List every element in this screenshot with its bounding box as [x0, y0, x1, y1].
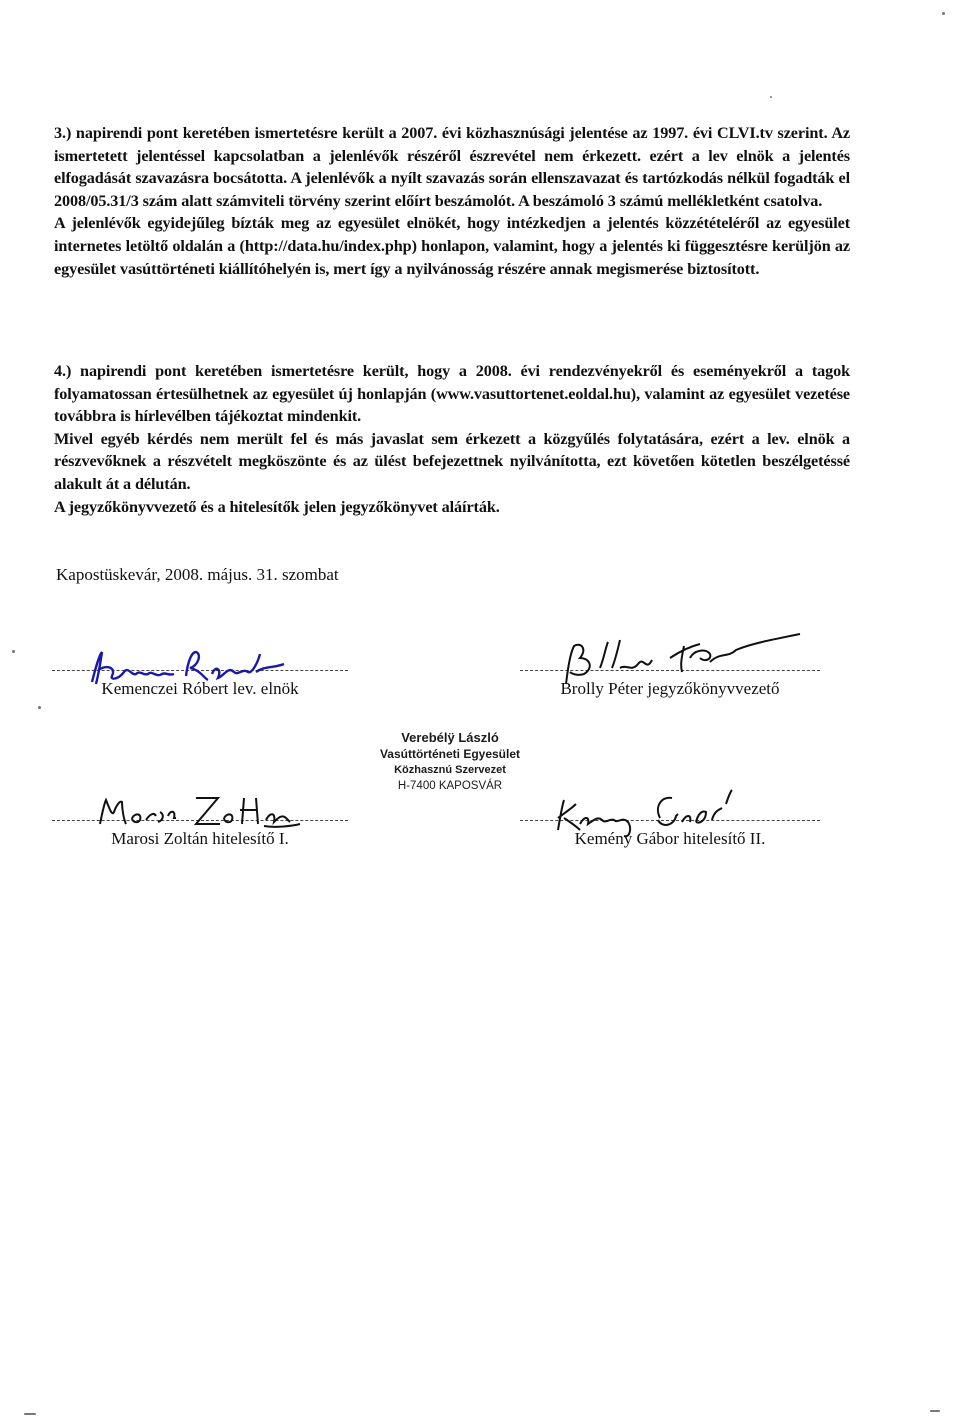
agenda-item-4: [54, 360, 850, 518]
paragraph-4-signed: A jegyzőkönyvvezető és a hitelesítők jelen jegyzőkönyvet aláírták.: [54, 497, 500, 516]
handwritten-signature-kemeny: [550, 784, 750, 840]
organization-stamp: [345, 730, 555, 794]
paragraph-4-main: 4.) napirendi pont keretében ismertetésre került, hogy a 2008. évi rendezvényekről és eseményekről a tagok folyamatossan értesülhetnek az egyesület új honlapján (www.vasuttortenet.eoldal.hu), valamint az egyesület vezetése továbbra is hírlevélben tájékoztat mindenkit.: [54, 362, 850, 426]
agenda-item-3: [54, 122, 850, 280]
handwritten-signature-kemenczei: [88, 646, 288, 690]
signatory-name: Kemény Gábor hitelesítő II.: [574, 829, 766, 848]
stamp-line-4: H-7400 KAPOSVÁR: [397, 780, 503, 792]
signatory-name: Brolly Péter jegyzőkönyvvezető: [560, 679, 780, 698]
signature-block-validator-2: [520, 820, 820, 849]
handwritten-signature-brolly: [560, 628, 810, 688]
signature-block-validator-1: [52, 820, 348, 849]
scan-speck: [770, 96, 772, 98]
stamp-line-1: Verebélÿ László: [401, 730, 499, 745]
scan-speck: [38, 706, 41, 709]
signature-block-chairman: [52, 670, 348, 699]
handwritten-signature-marosi: [96, 790, 316, 830]
paragraph-3-publication: A jelenlévők egyidejűleg bízták meg az egyesület elnökét, hogy intézkedjen a jelentés közzétételéről az egyesület internetes letöltő oldalán a (http://data.hu/index.php) honlapon, valamint, hogy a jelentés ki függesztésre kerüljön az egyesület vasúttörténeti kiállítóhelyén is, mert így a nyilvánosság részére annak megismerése biztosított.: [54, 214, 850, 278]
scan-speck: [930, 1410, 940, 1412]
signatory-name: Kemenczei Róbert lev. elnök: [101, 679, 299, 698]
stamp-line-3: Közhasznú Szervezet: [394, 764, 506, 776]
signatory-name: Marosi Zoltán hitelesítő I.: [111, 829, 289, 848]
scan-speck: [12, 650, 15, 653]
paragraph-4-closing: Mivel egyéb kérdés nem merült fel és más javaslat sem érkezett a közgyűlés folytatására, ezért a lev. elnök a részvevőknek a részvételt megköszönte és az ülést befejezettnek nyilvánította, ezt követően kötetlen beszélgetéssé alakult át a délután.: [54, 429, 850, 493]
scan-speck: [24, 1413, 36, 1415]
signature-block-recorder: [520, 670, 820, 699]
paragraph-3-main: 3.) napirendi pont keretében ismertetésre került a 2007. évi közhasznúsági jelentése az 1997. évi CLVI.tv szerint. Az ismertetett jelentéssel kapcsolatban a jelenlévők részéről észrevétel nem érkezett. ezért a lev elnök a jelentés elfogadását szavazásra bocsátotta. A jelenlévők a nyílt szavazás során ellenszavazat és tartózkodás nélkül fogadták el 2008/05.31/3 szám alatt számviteli törvény szerint előírt beszámolót. A beszámoló 3 számú mellékletként csatolva.: [54, 124, 850, 210]
scan-speck: [942, 12, 945, 15]
stamp-line-2: Vasúttörténeti Egyesület: [379, 747, 521, 761]
place-and-date: Kapostüskevár, 2008. május. 31. szombat: [56, 565, 339, 584]
